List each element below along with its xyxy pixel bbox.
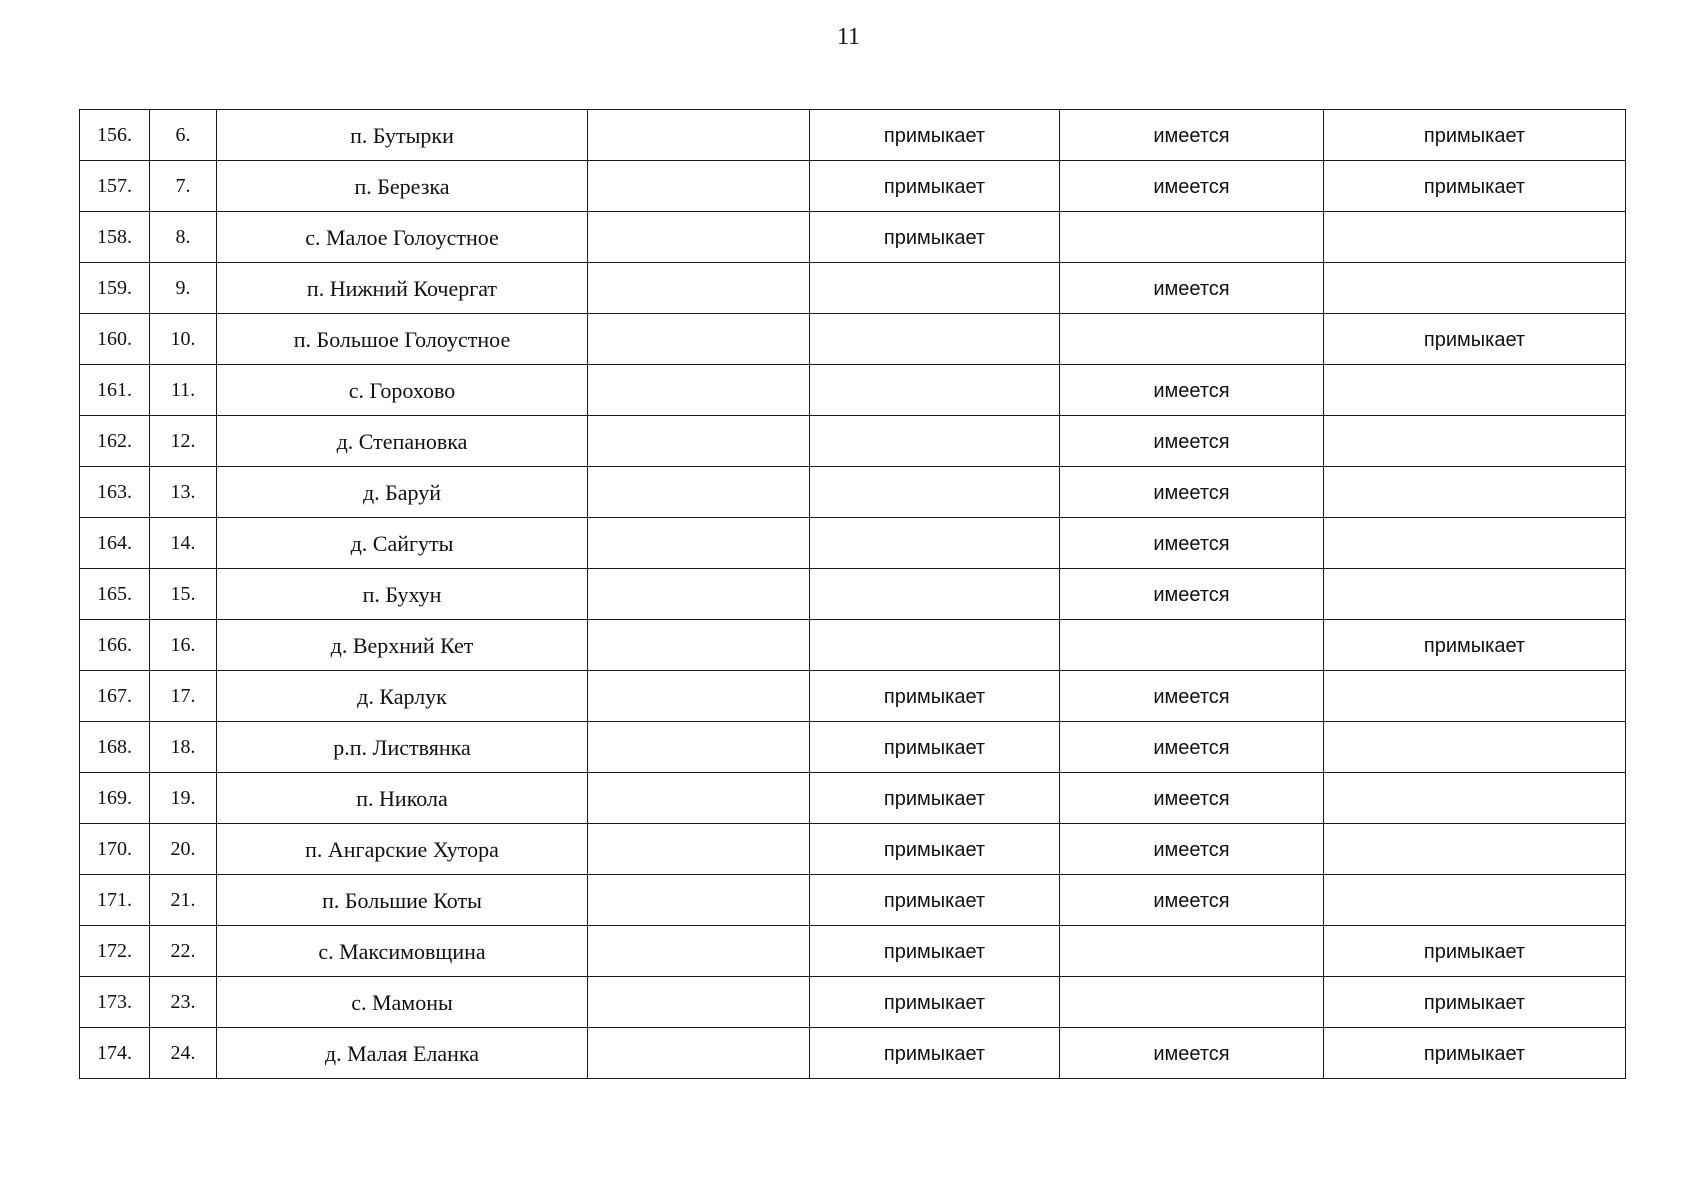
sub-number-cell: 12.: [150, 416, 217, 467]
sub-number-cell: 23.: [150, 977, 217, 1028]
status-cell-2: имеется: [1060, 110, 1324, 161]
status-cell-1: примыкает: [810, 824, 1060, 875]
status-cell-3: примыкает: [1324, 926, 1626, 977]
status-cell-3: [1324, 263, 1626, 314]
sub-number-cell: 6.: [150, 110, 217, 161]
status-cell-1: примыкает: [810, 1028, 1060, 1079]
settlement-name-cell: с. Малое Голоустное: [217, 212, 588, 263]
settlement-name-cell: п. Бутырки: [217, 110, 588, 161]
row-number-cell: 160.: [80, 314, 150, 365]
status-cell-2: имеется: [1060, 722, 1324, 773]
status-cell-1: примыкает: [810, 161, 1060, 212]
settlement-name-cell: д. Карлук: [217, 671, 588, 722]
status-cell-3: [1324, 212, 1626, 263]
table-row: [80, 263, 1626, 314]
settlement-name-cell: с. Горохово: [217, 365, 588, 416]
sub-number-cell: 14.: [150, 518, 217, 569]
status-cell-2: имеется: [1060, 671, 1324, 722]
table-row: [80, 365, 1626, 416]
status-cell-2: имеется: [1060, 365, 1324, 416]
empty-cell: [588, 416, 810, 467]
settlement-name-cell: п. Нижний Кочергат: [217, 263, 588, 314]
status-cell-1: [810, 365, 1060, 416]
table-row: [80, 467, 1626, 518]
settlement-name-cell: р.п. Листвянка: [217, 722, 588, 773]
sub-number-cell: 20.: [150, 824, 217, 875]
sub-number-cell: 22.: [150, 926, 217, 977]
settlement-name-cell: д. Сайгуты: [217, 518, 588, 569]
table-row: [80, 824, 1626, 875]
empty-cell: [588, 875, 810, 926]
sub-number-cell: 21.: [150, 875, 217, 926]
empty-cell: [588, 365, 810, 416]
empty-cell: [588, 314, 810, 365]
status-cell-1: [810, 620, 1060, 671]
sub-number-cell: 15.: [150, 569, 217, 620]
status-cell-2: имеется: [1060, 824, 1324, 875]
status-cell-1: примыкает: [810, 926, 1060, 977]
status-cell-2: имеется: [1060, 467, 1324, 518]
settlements-table: [79, 109, 1626, 1079]
status-cell-3: [1324, 518, 1626, 569]
table-row: [80, 671, 1626, 722]
settlement-name-cell: д. Малая Еланка: [217, 1028, 588, 1079]
empty-cell: [588, 212, 810, 263]
table-row: [80, 926, 1626, 977]
status-cell-2: имеется: [1060, 773, 1324, 824]
settlement-name-cell: п. Никола: [217, 773, 588, 824]
table-row: [80, 620, 1626, 671]
empty-cell: [588, 977, 810, 1028]
settlement-name-cell: д. Степановка: [217, 416, 588, 467]
status-cell-1: примыкает: [810, 212, 1060, 263]
status-cell-1: примыкает: [810, 110, 1060, 161]
status-cell-3: [1324, 365, 1626, 416]
row-number-cell: 170.: [80, 824, 150, 875]
status-cell-3: примыкает: [1324, 1028, 1626, 1079]
status-cell-3: примыкает: [1324, 620, 1626, 671]
status-cell-3: примыкает: [1324, 314, 1626, 365]
table-row: [80, 722, 1626, 773]
table-row: [80, 773, 1626, 824]
page-number: 11: [836, 24, 861, 50]
status-cell-1: [810, 467, 1060, 518]
status-cell-2: имеется: [1060, 569, 1324, 620]
status-cell-2: имеется: [1060, 518, 1324, 569]
status-cell-2: имеется: [1060, 263, 1324, 314]
status-cell-3: [1324, 875, 1626, 926]
status-cell-3: [1324, 824, 1626, 875]
sub-number-cell: 19.: [150, 773, 217, 824]
settlement-name-cell: п. Бухун: [217, 569, 588, 620]
status-cell-1: [810, 263, 1060, 314]
status-cell-2: имеется: [1060, 1028, 1324, 1079]
row-number-cell: 171.: [80, 875, 150, 926]
empty-cell: [588, 110, 810, 161]
row-number-cell: 174.: [80, 1028, 150, 1079]
row-number-cell: 169.: [80, 773, 150, 824]
status-cell-3: [1324, 671, 1626, 722]
status-cell-2: имеется: [1060, 416, 1324, 467]
settlement-name-cell: п. Большое Голоустное: [217, 314, 588, 365]
row-number-cell: 157.: [80, 161, 150, 212]
status-cell-3: [1324, 467, 1626, 518]
settlement-name-cell: п. Ангарские Хутора: [217, 824, 588, 875]
row-number-cell: 167.: [80, 671, 150, 722]
row-number-cell: 172.: [80, 926, 150, 977]
empty-cell: [588, 722, 810, 773]
status-cell-3: [1324, 773, 1626, 824]
status-cell-3: примыкает: [1324, 977, 1626, 1028]
status-cell-1: [810, 518, 1060, 569]
status-cell-2: [1060, 212, 1324, 263]
settlement-name-cell: с. Максимовщина: [217, 926, 588, 977]
row-number-cell: 163.: [80, 467, 150, 518]
status-cell-1: примыкает: [810, 722, 1060, 773]
status-cell-2: [1060, 620, 1324, 671]
sub-number-cell: 16.: [150, 620, 217, 671]
empty-cell: [588, 263, 810, 314]
settlement-name-cell: п. Большие Коты: [217, 875, 588, 926]
row-number-cell: 162.: [80, 416, 150, 467]
status-cell-1: примыкает: [810, 671, 1060, 722]
row-number-cell: 168.: [80, 722, 150, 773]
sub-number-cell: 10.: [150, 314, 217, 365]
settlement-name-cell: д. Верхний Кет: [217, 620, 588, 671]
settlement-name-cell: с. Мамоны: [217, 977, 588, 1028]
table-row: [80, 314, 1626, 365]
table-row: [80, 977, 1626, 1028]
sub-number-cell: 7.: [150, 161, 217, 212]
table-body: [80, 110, 1626, 1079]
empty-cell: [588, 620, 810, 671]
table-row: [80, 416, 1626, 467]
status-cell-2: [1060, 314, 1324, 365]
row-number-cell: 159.: [80, 263, 150, 314]
status-cell-2: [1060, 926, 1324, 977]
table-row: [80, 1028, 1626, 1079]
status-cell-2: [1060, 977, 1324, 1028]
table-row: [80, 875, 1626, 926]
empty-cell: [588, 569, 810, 620]
status-cell-1: примыкает: [810, 977, 1060, 1028]
status-cell-1: примыкает: [810, 773, 1060, 824]
row-number-cell: 166.: [80, 620, 150, 671]
table-row: [80, 569, 1626, 620]
status-cell-1: [810, 314, 1060, 365]
status-cell-3: примыкает: [1324, 161, 1626, 212]
row-number-cell: 164.: [80, 518, 150, 569]
empty-cell: [588, 161, 810, 212]
status-cell-3: примыкает: [1324, 110, 1626, 161]
status-cell-1: [810, 569, 1060, 620]
empty-cell: [588, 773, 810, 824]
table-row: [80, 518, 1626, 569]
empty-cell: [588, 671, 810, 722]
status-cell-2: имеется: [1060, 161, 1324, 212]
empty-cell: [588, 518, 810, 569]
sub-number-cell: 9.: [150, 263, 217, 314]
empty-cell: [588, 1028, 810, 1079]
sub-number-cell: 8.: [150, 212, 217, 263]
sub-number-cell: 24.: [150, 1028, 217, 1079]
empty-cell: [588, 926, 810, 977]
row-number-cell: 156.: [80, 110, 150, 161]
status-cell-3: [1324, 722, 1626, 773]
row-number-cell: 173.: [80, 977, 150, 1028]
sub-number-cell: 17.: [150, 671, 217, 722]
table-row: [80, 161, 1626, 212]
row-number-cell: 165.: [80, 569, 150, 620]
sub-number-cell: 13.: [150, 467, 217, 518]
status-cell-3: [1324, 569, 1626, 620]
sub-number-cell: 11.: [150, 365, 217, 416]
sub-number-cell: 18.: [150, 722, 217, 773]
status-cell-1: [810, 416, 1060, 467]
row-number-cell: 161.: [80, 365, 150, 416]
empty-cell: [588, 467, 810, 518]
empty-cell: [588, 824, 810, 875]
status-cell-2: имеется: [1060, 875, 1324, 926]
status-cell-3: [1324, 416, 1626, 467]
status-cell-1: примыкает: [810, 875, 1060, 926]
settlement-name-cell: д. Баруй: [217, 467, 588, 518]
row-number-cell: 158.: [80, 212, 150, 263]
table-row: [80, 110, 1626, 161]
table-row: [80, 212, 1626, 263]
settlement-name-cell: п. Березка: [217, 161, 588, 212]
